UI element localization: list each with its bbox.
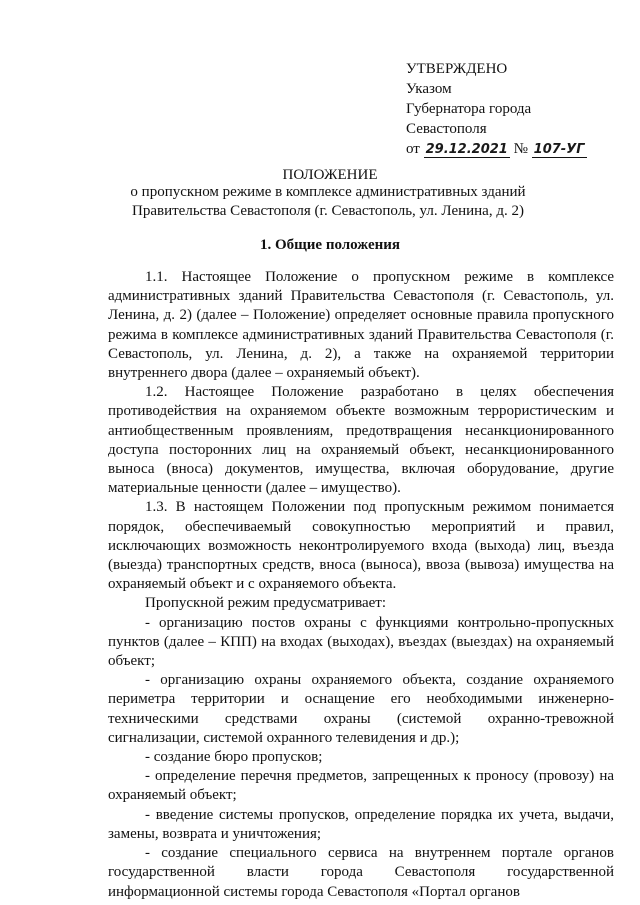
approval-date-line — [406, 139, 626, 160]
document-subtitle: о пропускном режиме в комплексе административных зданий Правительства Севастополя (г. Севастополь, ул. Ленина, д. 2) — [130, 184, 526, 219]
approval-heading: УТВЕРЖДЕНО — [406, 61, 508, 77]
paragraph-1-3: 1.3. В настоящем Положении под пропускным режимом понимается порядок, обеспечиваемый совокупностью мероприятий и правил, исключающих возможность неконтролируемого входа (выхода) лиц, въезда (выезда) транспортных средств, вноса (выноса), ввоза (вывоза) имущества на охраняемый объект и с охраняемого объекта. — [108, 499, 614, 593]
approval-city-label: Севастополя — [406, 121, 487, 137]
paragraph-1-2: 1.2. Настоящее Положение разработано в целях обеспечения противодействия на охраняемом объекте возможным террористическим и антиобщественным проявлениям, предотвращения несанкционированного доступа посторонних лиц на охраняемый объект, несанкционированного выноса (вноса) документов, имущества, включая оборудование, другие материальные ценности (далее – имущество). — [108, 384, 614, 497]
approval-decree-label: Указом — [406, 81, 452, 97]
paragraph-1-1: 1.1. Настоящее Положение о пропускном режиме в комплексе административных зданий Правительства Севастополя (г. Севастополь, ул. Ленина, д. 2) (далее – Положение) определяет основные правила пропускного режима в комплексе административных зданий Правительства Севастополя (г. Севастополь, ул. Ленина, д. 2), а также на охраняемой территории внутреннего двора (далее – охраняемый объект). — [108, 269, 614, 382]
list-item-checkpoints: - организацию постов охраны с функциями контрольно-пропускных пунктов (далее – КПП) на входах (выходах), въездах (выездах) на охраняемый объект; — [108, 614, 614, 670]
list-item-prohibited-items: - определение перечня предметов, запрещенных к проносу (провозу) на охраняемый объект; — [108, 768, 614, 804]
document-body — [108, 268, 614, 902]
document-title: ПОЛОЖЕНИЕ — [282, 167, 378, 183]
approval-number: 107-УГ — [533, 142, 585, 157]
list-item-guarding: - организацию охраны охраняемого объекта, создание охраняемого периметра территории и оснащение его необходимыми инженерно-техническими средствами охраны (системой охранно-тревожной сигнализации, системой охранного телевидения и др.); — [108, 672, 614, 746]
section-heading: 1. Общие положения — [259, 237, 401, 253]
approval-governor-label: Губернатора города — [406, 101, 532, 117]
paragraph-regime-intro: Пропускной режим предусматривает: — [145, 595, 387, 612]
approval-date: 29.12.2021 — [425, 142, 508, 157]
list-item-pass-bureau: - создание бюро пропусков; — [145, 749, 323, 766]
list-item-portal-service: - создание специального сервиса на внутреннем портале органов государственной власти города Севастополя государственной информационной системы города Севастополя «Портал органов — [108, 845, 614, 900]
approval-date-prefix: от — [406, 141, 420, 157]
list-item-pass-system: - введение системы пропусков, определение порядка их учета, выдачи, замены, возврата и уничтожения; — [108, 806, 614, 842]
approval-number-sign: № — [513, 141, 528, 157]
approval-stamp — [406, 59, 626, 160]
